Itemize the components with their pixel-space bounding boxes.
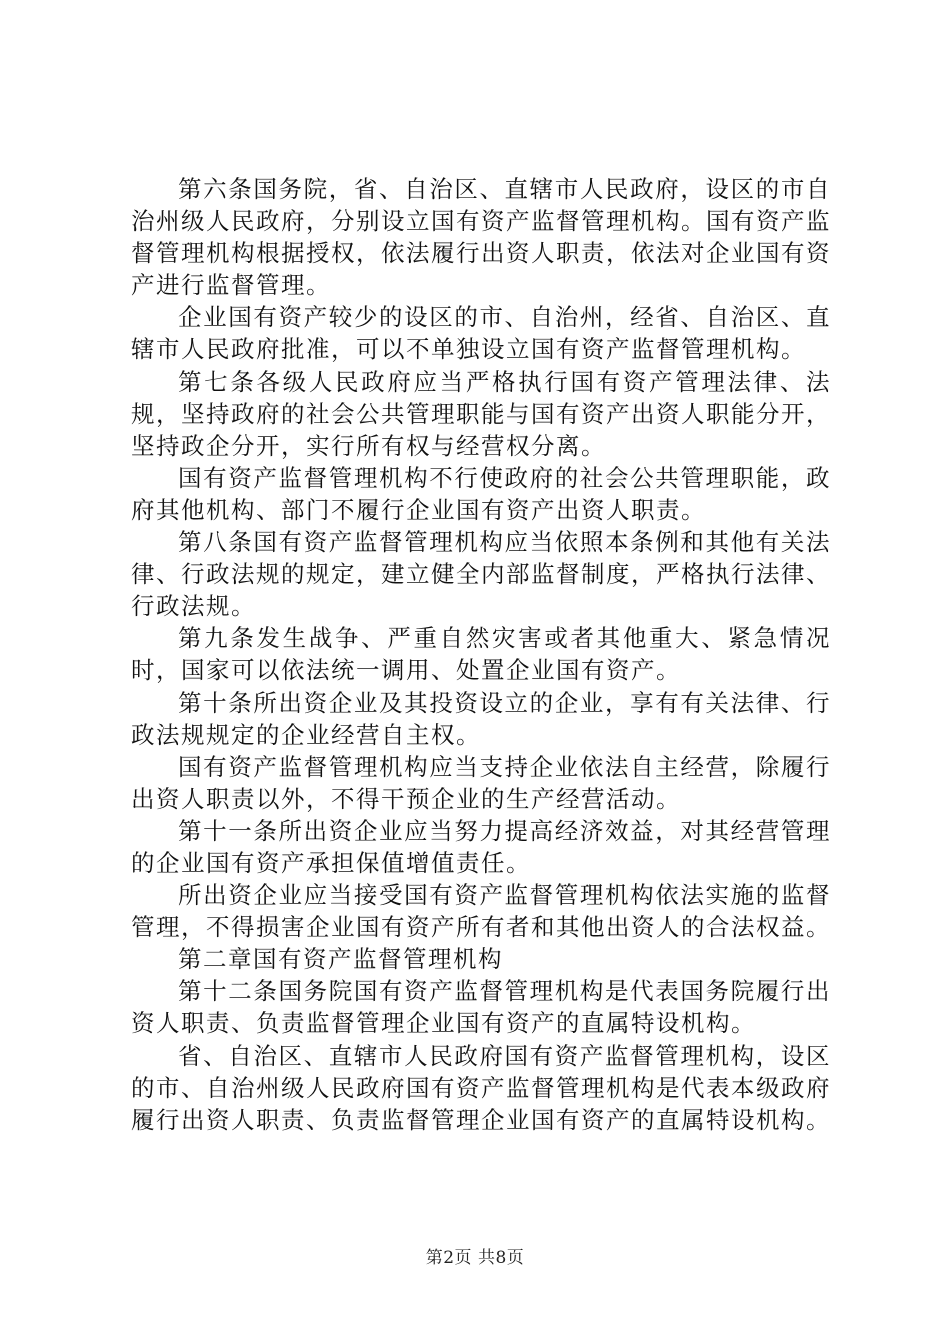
paragraph-article-6: 第六条国务院，省、自治区、直辖市人民政府，设区的市自治州级人民政府，分别设立国有资产监督管理机构。国有资产监督管理机构根据授权，依法履行出资人职责，依法对企业国有资产进行监督管理。 [131,175,831,300]
page-number: 第2页 共8页 [425,1248,525,1268]
paragraph-article-10: 第十条所出资企业及其投资设立的企业，享有有关法律、行政法规规定的企业经营自主权。 [131,688,831,749]
paragraph-article-7-clause-2: 国有资产监督管理机构不行使政府的社会公共管理职能，政府其他机构、部门不履行企业国有资产出资人职责。 [131,463,831,524]
paragraph-article-9: 第九条发生战争、严重自然灾害或者其他重大、紧急情况时，国家可以依法统一调用、处置企业国有资产。 [131,624,831,685]
paragraph-article-10-clause-2: 国有资产监督管理机构应当支持企业依法自主经营，除履行出资人职责以外，不得干预企业的生产经营活动。 [131,752,831,813]
paragraph-article-7: 第七条各级人民政府应当严格执行国有资产管理法律、法规，坚持政府的社会公共管理职能与国有资产出资人职能分开，坚持政企分开，实行所有权与经营权分离。 [131,367,831,460]
paragraph-article-6-clause-2: 企业国有资产较少的设区的市、自治州，经省、自治区、直辖市人民政府批准，可以不单独设立国有资产监督管理机构。 [131,303,831,364]
paragraph-article-8: 第八条国有资产监督管理机构应当依照本条例和其他有关法律、行政法规的规定，建立健全内部监督制度，严格执行法律、行政法规。 [131,528,831,621]
paragraph-article-12-clause-2: 省、自治区、直辖市人民政府国有资产监督管理机构，设区的市、自治州级人民政府国有资产监督管理机构是代表本级政府履行出资人职责、负责监督管理企业国有资产的直属特设机构。 [131,1041,831,1134]
paragraph-article-11: 第十一条所出资企业应当努力提高经济效益，对其经营管理的企业国有资产承担保值增值责任。 [131,816,831,877]
chapter-heading: 第二章国有资产监督管理机构 [178,945,503,974]
document-body [131,173,831,1136]
paragraph-article-11-clause-2: 所出资企业应当接受国有资产监督管理机构依法实施的监督管理，不得损害企业国有资产所有者和其他出资人的合法权益。 [131,881,831,942]
paragraph-article-12: 第十二条国务院国有资产监督管理机构是代表国务院履行出资人职责、负责监督管理企业国有资产的直属特设机构。 [131,977,831,1038]
